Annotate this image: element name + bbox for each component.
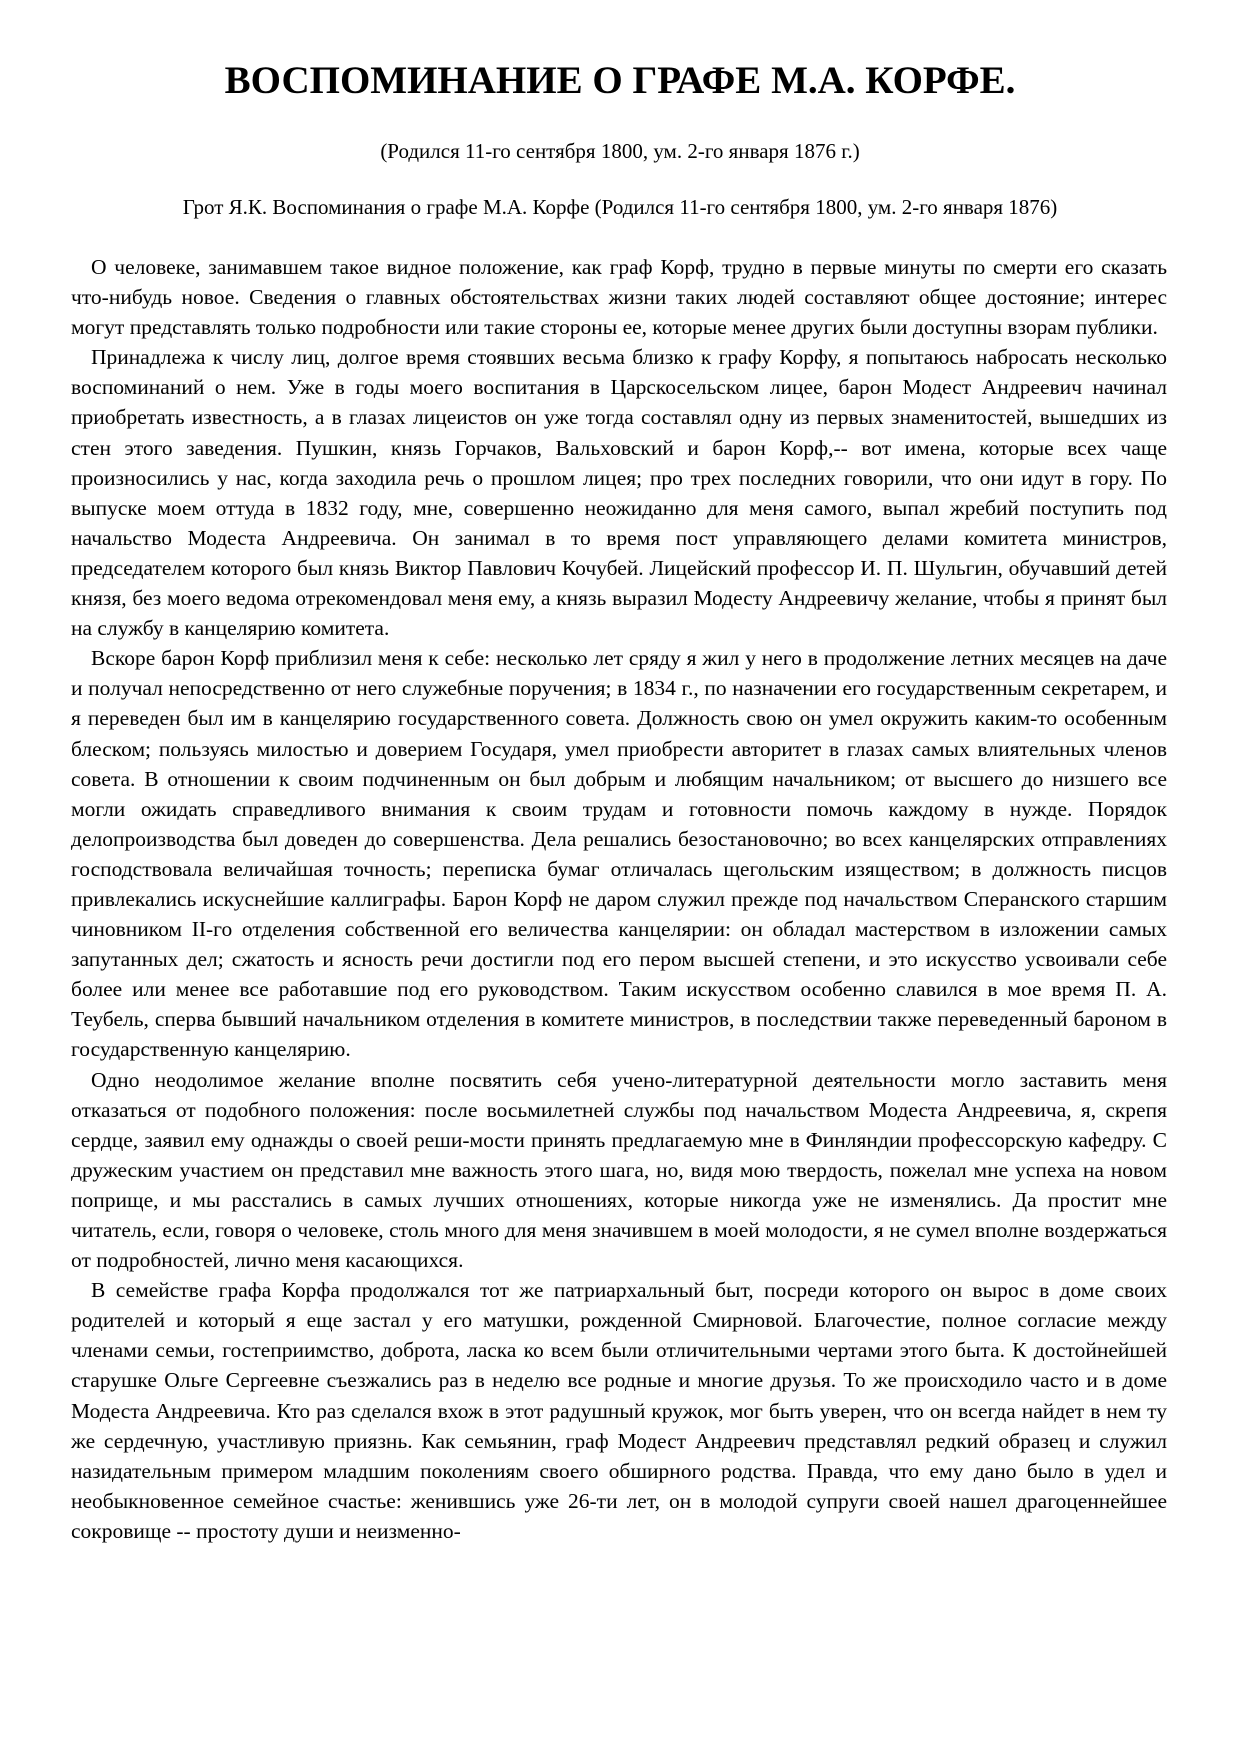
document-subtitle: (Родился 11-го сентября 1800, ум. 2-го января 1876 г.) <box>380 139 860 163</box>
document-title: ВОСПОМИНАНИЕ О ГРАФЕ М.А. КОРФЕ. <box>224 59 1016 102</box>
paragraph: В семействе графа Корфа продолжался тот же патриархальный быт, посреди которого он вырос в доме своих родителей и который я еще застал у его матушки, рожденной Смирновой. Благочестие, полное согласие между членами семьи, гостеприимство, доброта, ласка ко всем были отличительными чертами этого быта. К достойнейшей старушке Ольге Сергеевне съезжались раз в неделю все родные и многие друзья. То же происходило часто и в доме Модеста Андреевича. Кто раз сделался вхож в этот радушный кружок, мог быть уверен, что он всегда найдет в нем ту же сердечную, участливую приязнь. Как семьянин, граф Модест Андреевич представлял редкий образец и служил назидательным примером младшим поколениям своего обширного родства. Правда, что ему дано было в удел и необыкновенное семейное счастье: женившись уже 26-ти лет, он в молодой супруги своей нашел драгоценнейшее сокровище -- простоту души и неизменно- <box>71 1278 1167 1543</box>
paragraph: Одно неодолимое желание вполне посвятить себя учено-литературной деятельности могло заставить меня отказаться от подобного положения: после восьмилетней службы под начальством Модеста Андреевича, я, скрепя сердце, заявил ему однажды о своей реши-мости принять предлагаемую мне в Финляндии профессорскую кафедру. С дружеским участием он представил мне важность этого шага, но, видя мою твердость, пожелал мне успеха на новом поприще, и мы расстались в самых лучших отношениях, которые никогда уже не изменялись. Да простит мне читатель, если, говоря о человеке, столь много для меня значившем в моей молодости, я не сумел вполне воздержаться от подробностей, лично меня касающихся. <box>71 1067 1167 1273</box>
document-body <box>71 252 1167 1546</box>
source-citation: Грот Я.К. Воспоминания о графе М.А. Корфе (Родился 11-го сентября 1800, ум. 2-го января 1876) <box>182 195 1058 219</box>
paragraph: Принадлежа к числу лиц, долгое время стоявших весьма близко к графу Корфу, я попытаюсь набросать несколько воспоминаний о нем. Уже в годы моего воспитания в Царскосельском лицее, барон Модест Андреевич начинал приобретать известность, а в глазах лицеистов он уже тогда составлял одну из первых знаменитостей, вышедших из стен этого заведения. Пушкин, князь Горчаков, Вальховский и барон Корф,-- вот имена, которые всех чаще произносились у нас, когда заходила речь о прошлом лицея; про трех последних говорили, что они идут в гору. По выпуске моем оттуда в 1832 году, мне, совершенно неожиданно для меня самого, выпал жребий поступить под начальство Модеста Андреевича. Он занимал в то время пост управляющего делами комитета министров, председателем которого был князь Виктор Павлович Кочубей. Лицейский профессор И. П. Шульгин, обучавший детей князя, без моего ведома отрекомендовал меня ему, а князь выразил Модесту Андреевичу желание, чтобы я принят был на службу в канцелярию комитета. <box>71 345 1167 641</box>
paragraph: О человеке, занимавшем такое видное положение, как граф Корф, трудно в первые минуты по смерти его сказать что-нибудь новое. Сведения о главных обстоятельствах жизни таких людей составляют общее достояние; интерес могут представлять только подробности или такие стороны ее, которые менее других были доступны взорам публики. <box>71 255 1167 340</box>
paragraph: Вскоре барон Корф приблизил меня к себе: несколько лет сряду я жил у него в продолжение летних месяцев на даче и получал непосредственно от него служебные поручения; в 1834 г., по назначении его государственным секретарем, и я переведен был им в канцелярию государственного совета. Должность свою он умел окружить каким-то особенным блеском; пользуясь милостью и доверием Государя, умел приобрести авторитет в глазах самых влиятельных членов совета. В отношении к своим подчиненным он был добрым и любящим начальником; от высшего до низшего все могли ожидать справедливого внимания к своим трудам и готовности помочь каждому в нужде. Порядок делопроизводства был доведен до совершенства. Дела решались безостановочно; во всех канцелярских отправлениях господствовала величайшая точность; переписка бумаг отличалась щегольским изяществом; в должность писцов привлекались искуснейшие каллиграфы. Барон Корф не даром служил прежде под начальством Сперанского старшим чиновником II-го отделения собственной его величества канцелярии: он обладал мастерством в изложении самых запутанных дел; сжатость и ясность речи достигли под его пером высшей степени, и это искусство усвоивали себе более или менее все работавшие под его руководством. Таким искусством особенно славился в мое время П. А. Теубель, сперва бывший начальником отделения в комитете министров, в последствии также переведенный бароном в государственную канцелярию. <box>71 646 1167 1062</box>
